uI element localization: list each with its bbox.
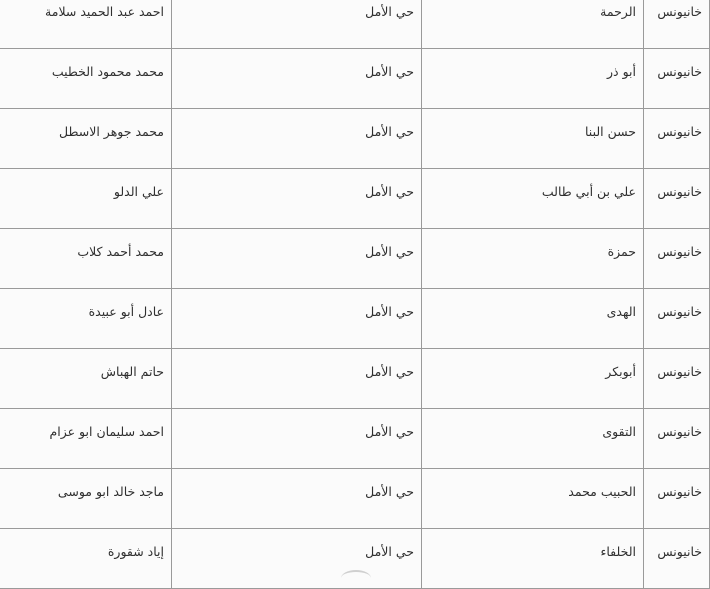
city-cell: [644, 529, 710, 589]
table-row: [1, 169, 710, 229]
area-text: حي الأمل: [365, 4, 414, 19]
person-text: علي الدلو: [113, 184, 164, 199]
area-cell: [172, 229, 422, 289]
table-row: [1, 0, 710, 49]
mosque-text: الخلفاء: [600, 544, 636, 559]
city-text: خانيونس: [657, 64, 702, 79]
person-cell: [1, 109, 172, 169]
mosque-cell: [422, 49, 644, 109]
area-text: حي الأمل: [365, 544, 414, 559]
area-text: حي الأمل: [365, 304, 414, 319]
mosque-text: أبو ذر: [607, 64, 636, 79]
area-cell: [172, 469, 422, 529]
city-text: خانيونس: [657, 364, 702, 379]
person-cell: [1, 0, 172, 49]
person-cell: [1, 349, 172, 409]
city-text: خانيونس: [657, 184, 702, 199]
person-text: محمد أحمد كلاب: [77, 244, 164, 259]
area-cell: [172, 109, 422, 169]
city-cell: [644, 229, 710, 289]
mosque-text: التقوى: [602, 424, 636, 439]
city-text: خانيونس: [657, 544, 702, 559]
mosque-text: الهدى: [606, 304, 636, 319]
person-text: عادل أبو عبيدة: [88, 304, 164, 319]
city-text: خانيونس: [657, 124, 702, 139]
city-text: خانيونس: [657, 4, 702, 19]
table-row: [1, 409, 710, 469]
mosque-cell: [422, 109, 644, 169]
mosque-cell: [422, 529, 644, 589]
mosque-cell: [422, 169, 644, 229]
area-text: حي الأمل: [365, 244, 414, 259]
mosque-cell: [422, 229, 644, 289]
area-text: حي الأمل: [365, 124, 414, 139]
city-cell: [644, 469, 710, 529]
city-cell: [644, 289, 710, 349]
person-text: إياد شقورة: [107, 544, 164, 559]
mosque-text: حسن البنا: [584, 124, 636, 139]
area-text: حي الأمل: [365, 184, 414, 199]
city-cell: [644, 49, 710, 109]
person-text: ماجد خالد ابو موسى: [57, 484, 164, 499]
mosque-cell: [422, 409, 644, 469]
table-row: [1, 349, 710, 409]
area-cell: [172, 49, 422, 109]
person-text: محمد محمود الخطيب: [51, 64, 164, 79]
area-text: حي الأمل: [365, 424, 414, 439]
area-cell: [172, 289, 422, 349]
mosque-text: الرحمة: [600, 4, 636, 19]
city-text: خانيونس: [657, 484, 702, 499]
city-text: خانيونس: [657, 244, 702, 259]
city-text: خانيونس: [657, 424, 702, 439]
person-cell: [1, 169, 172, 229]
person-cell: [1, 289, 172, 349]
person-text: احمد عبد الحميد سلامة: [45, 4, 164, 19]
area-text: حي الأمل: [365, 364, 414, 379]
table-row: [1, 229, 710, 289]
city-cell: [644, 349, 710, 409]
person-text: حاتم الهباش: [100, 364, 164, 379]
city-cell: [644, 169, 710, 229]
person-cell: [1, 229, 172, 289]
city-cell: [644, 0, 710, 49]
mosque-cell: [422, 469, 644, 529]
person-text: محمد جوهر الاسطل: [59, 124, 164, 139]
person-text: احمد سليمان ابو عزام: [49, 424, 164, 439]
area-cell: [172, 349, 422, 409]
city-text: خانيونس: [657, 304, 702, 319]
mosque-text: علي بن أبي طالب: [541, 184, 636, 199]
city-cell: [644, 409, 710, 469]
person-cell: [1, 469, 172, 529]
mosque-cell: [422, 0, 644, 49]
mosque-text: أبوبكر: [605, 364, 636, 379]
table-row: [1, 49, 710, 109]
mosque-text: حمزة: [607, 244, 636, 259]
table-row: [1, 469, 710, 529]
area-cell: [172, 529, 422, 589]
person-cell: [1, 529, 172, 589]
mosque-text: الحبيب محمد: [568, 484, 636, 499]
table-row: [1, 289, 710, 349]
area-text: حي الأمل: [365, 484, 414, 499]
area-cell: [172, 409, 422, 469]
mosque-cell: [422, 349, 644, 409]
person-cell: [1, 409, 172, 469]
person-cell: [1, 49, 172, 109]
area-text: حي الأمل: [365, 64, 414, 79]
area-cell: [172, 169, 422, 229]
city-cell: [644, 109, 710, 169]
scroll-indicator: [341, 570, 371, 586]
area-cell: [172, 0, 422, 49]
table-row: [1, 109, 710, 169]
mosque-cell: [422, 289, 644, 349]
